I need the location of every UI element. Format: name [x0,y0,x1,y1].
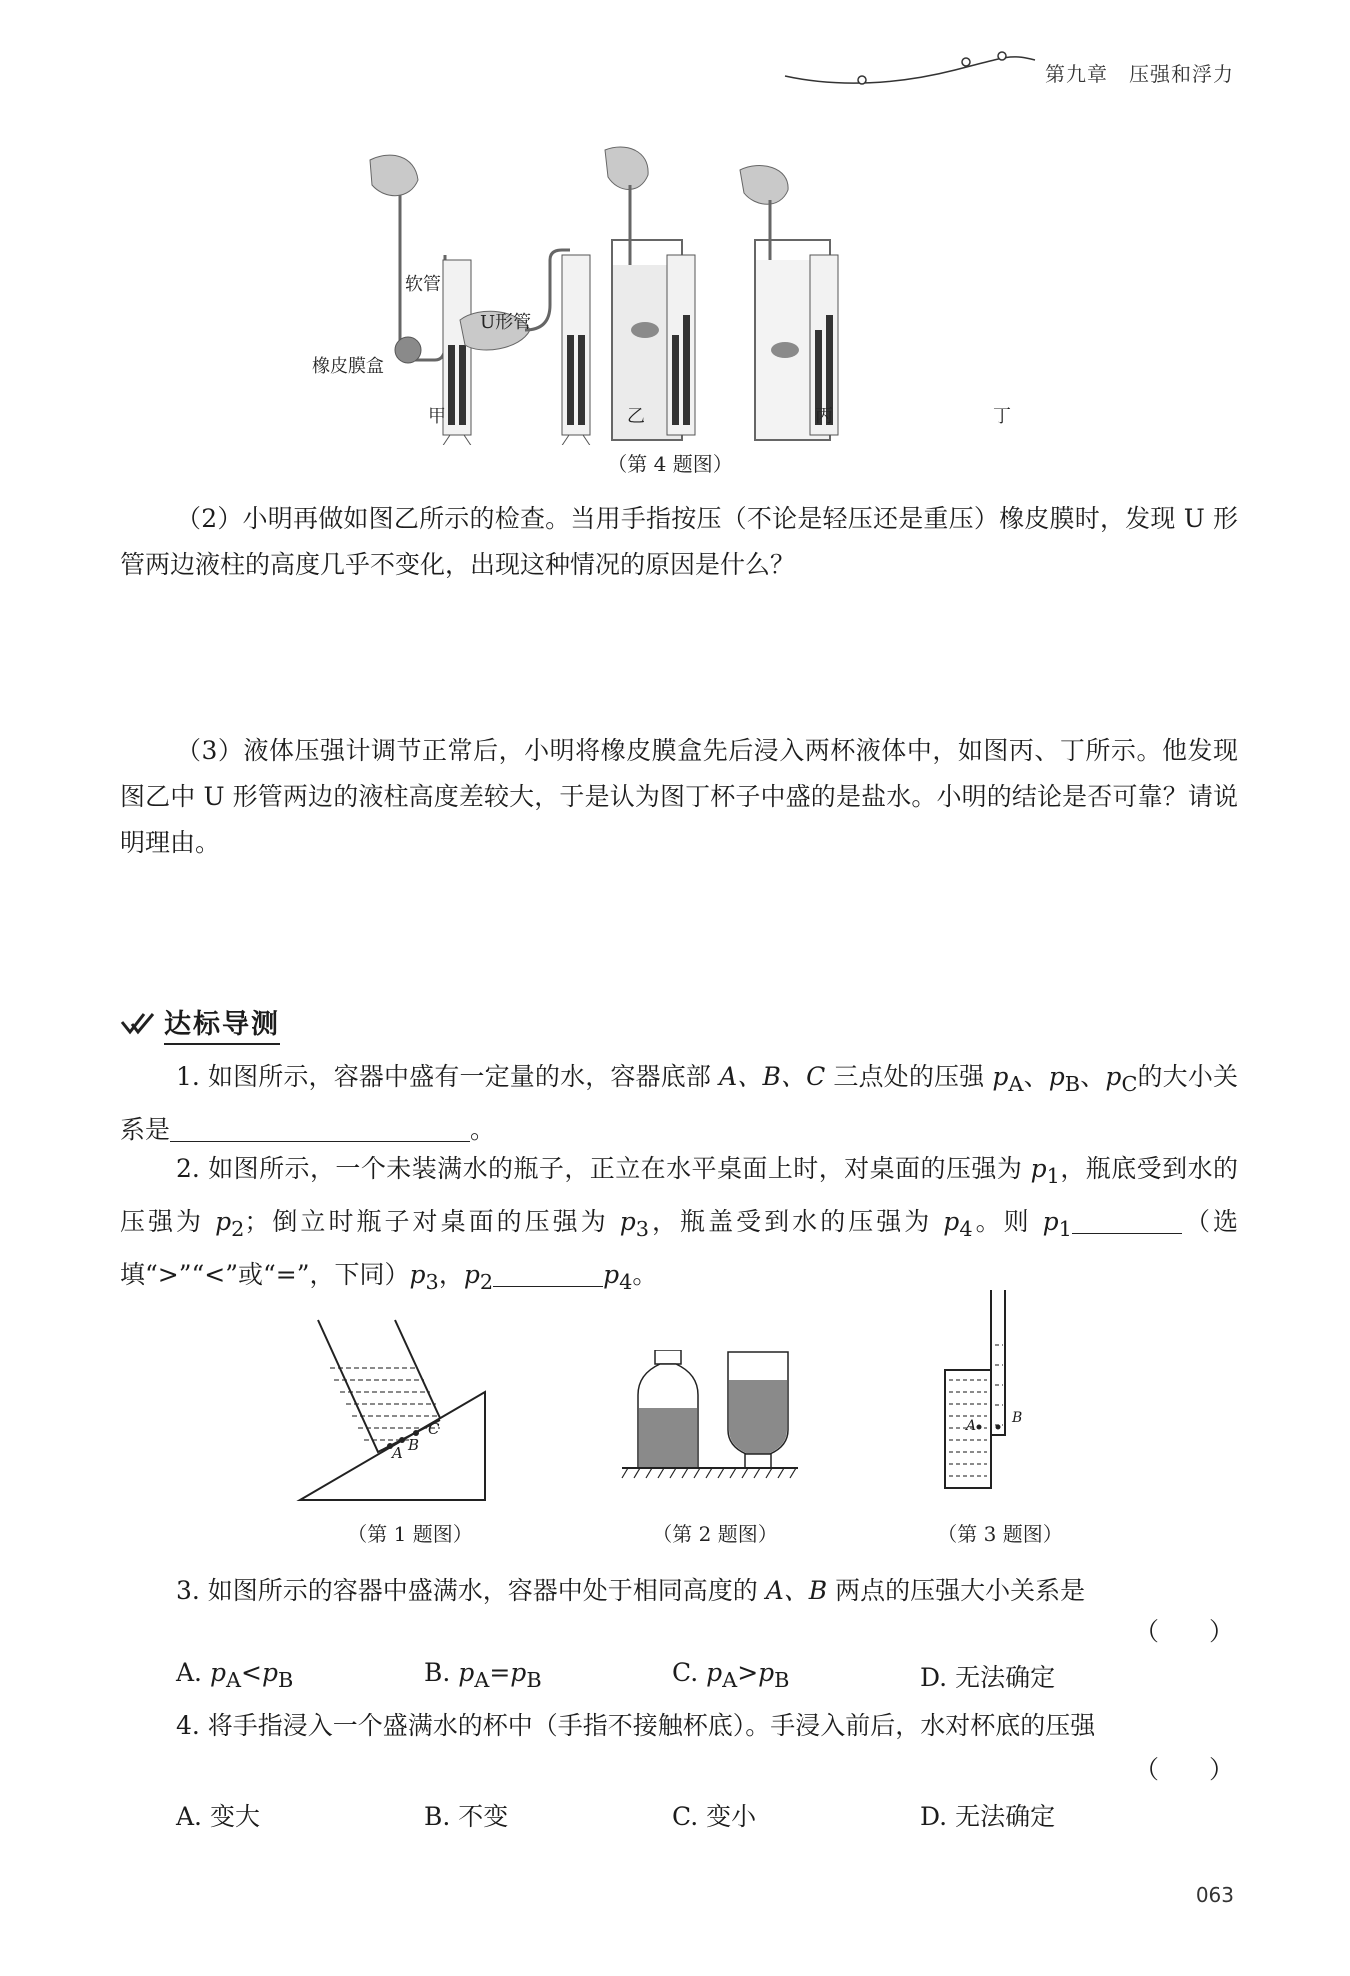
figure-1 [290,1300,500,1510]
double-check-icon [120,1010,156,1038]
fig1-point-c: C [428,1420,440,1438]
option-b[interactable]: B. 不变 [424,1802,509,1831]
section-title-text: 达标导测 [164,1002,280,1045]
panel-ding [740,166,838,440]
answer-blank-2a[interactable] [1072,1207,1182,1234]
page-number: 063 [1195,1883,1234,1907]
fig2-caption: （第 2 题图） [652,1522,778,1546]
question-4-3: （3）液体压强计调节正常后，小明将橡皮膜盒先后浸入两杯液体中，如图丙、丁所示。他发现图乙中 U 形管两边的液柱高度差较大，于是认为图丁杯子中盛的是盐水。小明的结论是否可靠？请说明理由。 [120,736,1238,857]
answer-blank-2b[interactable] [493,1260,603,1287]
fig3-point-a: A [966,1418,977,1434]
problem-4-options [176,1797,1176,1833]
option-a[interactable]: A. 变大 [176,1802,260,1831]
panel-label-jia: 甲 [428,406,446,427]
answer-blank-1[interactable] [170,1115,470,1142]
problem-4-answer-paren[interactable]: （ ） [1133,1755,1234,1784]
panel-label-bing: 丙 [815,406,833,427]
panel-jia [370,155,474,445]
figure-3 [935,1285,1045,1495]
problem-3: 3. 如图所示的容器中盛满水，容器中处于相同高度的 A、B 两点的压强大小关系是 [176,1576,1086,1605]
figure-2 [620,1350,800,1500]
problem-1: 1. 如图所示，容器中盛有一定量的水，容器底部 A、B、C 三点处的压强 $p_A$、$p_B$、$p_C$的大小关系是 。 [120,1062,1238,1144]
fig3-caption: （第 3 题图） [937,1522,1063,1546]
problem-2: 2. 如图所示，一个未装满水的瓶子，正立在水平桌面上时，对桌面的压强为 $p_1$，瓶底受到水的压强为 $p_2$；倒立时瓶子对桌面的压强为 $p_3$，瓶盖受到水的压强为 $p_4$。则 $p_1$ （选填“>”“<”或“=”，下同）$p_3$，$p_2$ $p_4$。 [120,1154,1238,1294]
fig3-point-b: B [1012,1410,1023,1426]
label-u-tube: U形管 [480,312,532,333]
problem-3-answer-paren[interactable]: （ ） [1133,1617,1234,1646]
label-soft-tube: 软管 [405,274,441,295]
option-c[interactable]: C. 变小 [672,1802,757,1831]
option-d[interactable]: D. 无法确定 [920,1802,1056,1831]
panel-bing [605,147,695,440]
panel-label-ding: 丁 [993,406,1011,427]
option-c[interactable]: C. $p_A>p_B$ [672,1658,790,1692]
figure-4-caption: （第 4 题图） [607,452,733,476]
panel-yi [460,250,593,445]
problem-4: 4. 将手指浸入一个盛满水的杯中（手指不接触杯底）。手浸入前后，水对杯底的压强 [176,1711,1096,1740]
chapter-title: 第九章 压强和浮力 [1045,62,1234,86]
option-a[interactable]: A. $p_A<p_B$ [176,1658,294,1692]
fig1-caption: （第 1 题图） [347,1522,473,1546]
section-title [120,1002,280,1045]
question-4-2: （2）小明再做如图乙所示的检查。当用手指按压（不论是轻压还是重压）橡皮膜时，发现 U 形管两边液柱的高度几乎不变化，出现这种情况的原因是什么？ [120,504,1238,579]
header-decoration [780,48,1040,88]
panel-label-yi: 乙 [627,406,645,427]
fig1-point-a: A [392,1444,403,1462]
option-b[interactable]: B. $p_A=p_B$ [424,1658,542,1692]
fig1-point-b: B [408,1436,420,1454]
option-d[interactable]: D. 无法确定 [920,1663,1056,1692]
problem-3-options [176,1658,1176,1694]
label-rubber-box: 橡皮膜盒 [312,356,384,377]
